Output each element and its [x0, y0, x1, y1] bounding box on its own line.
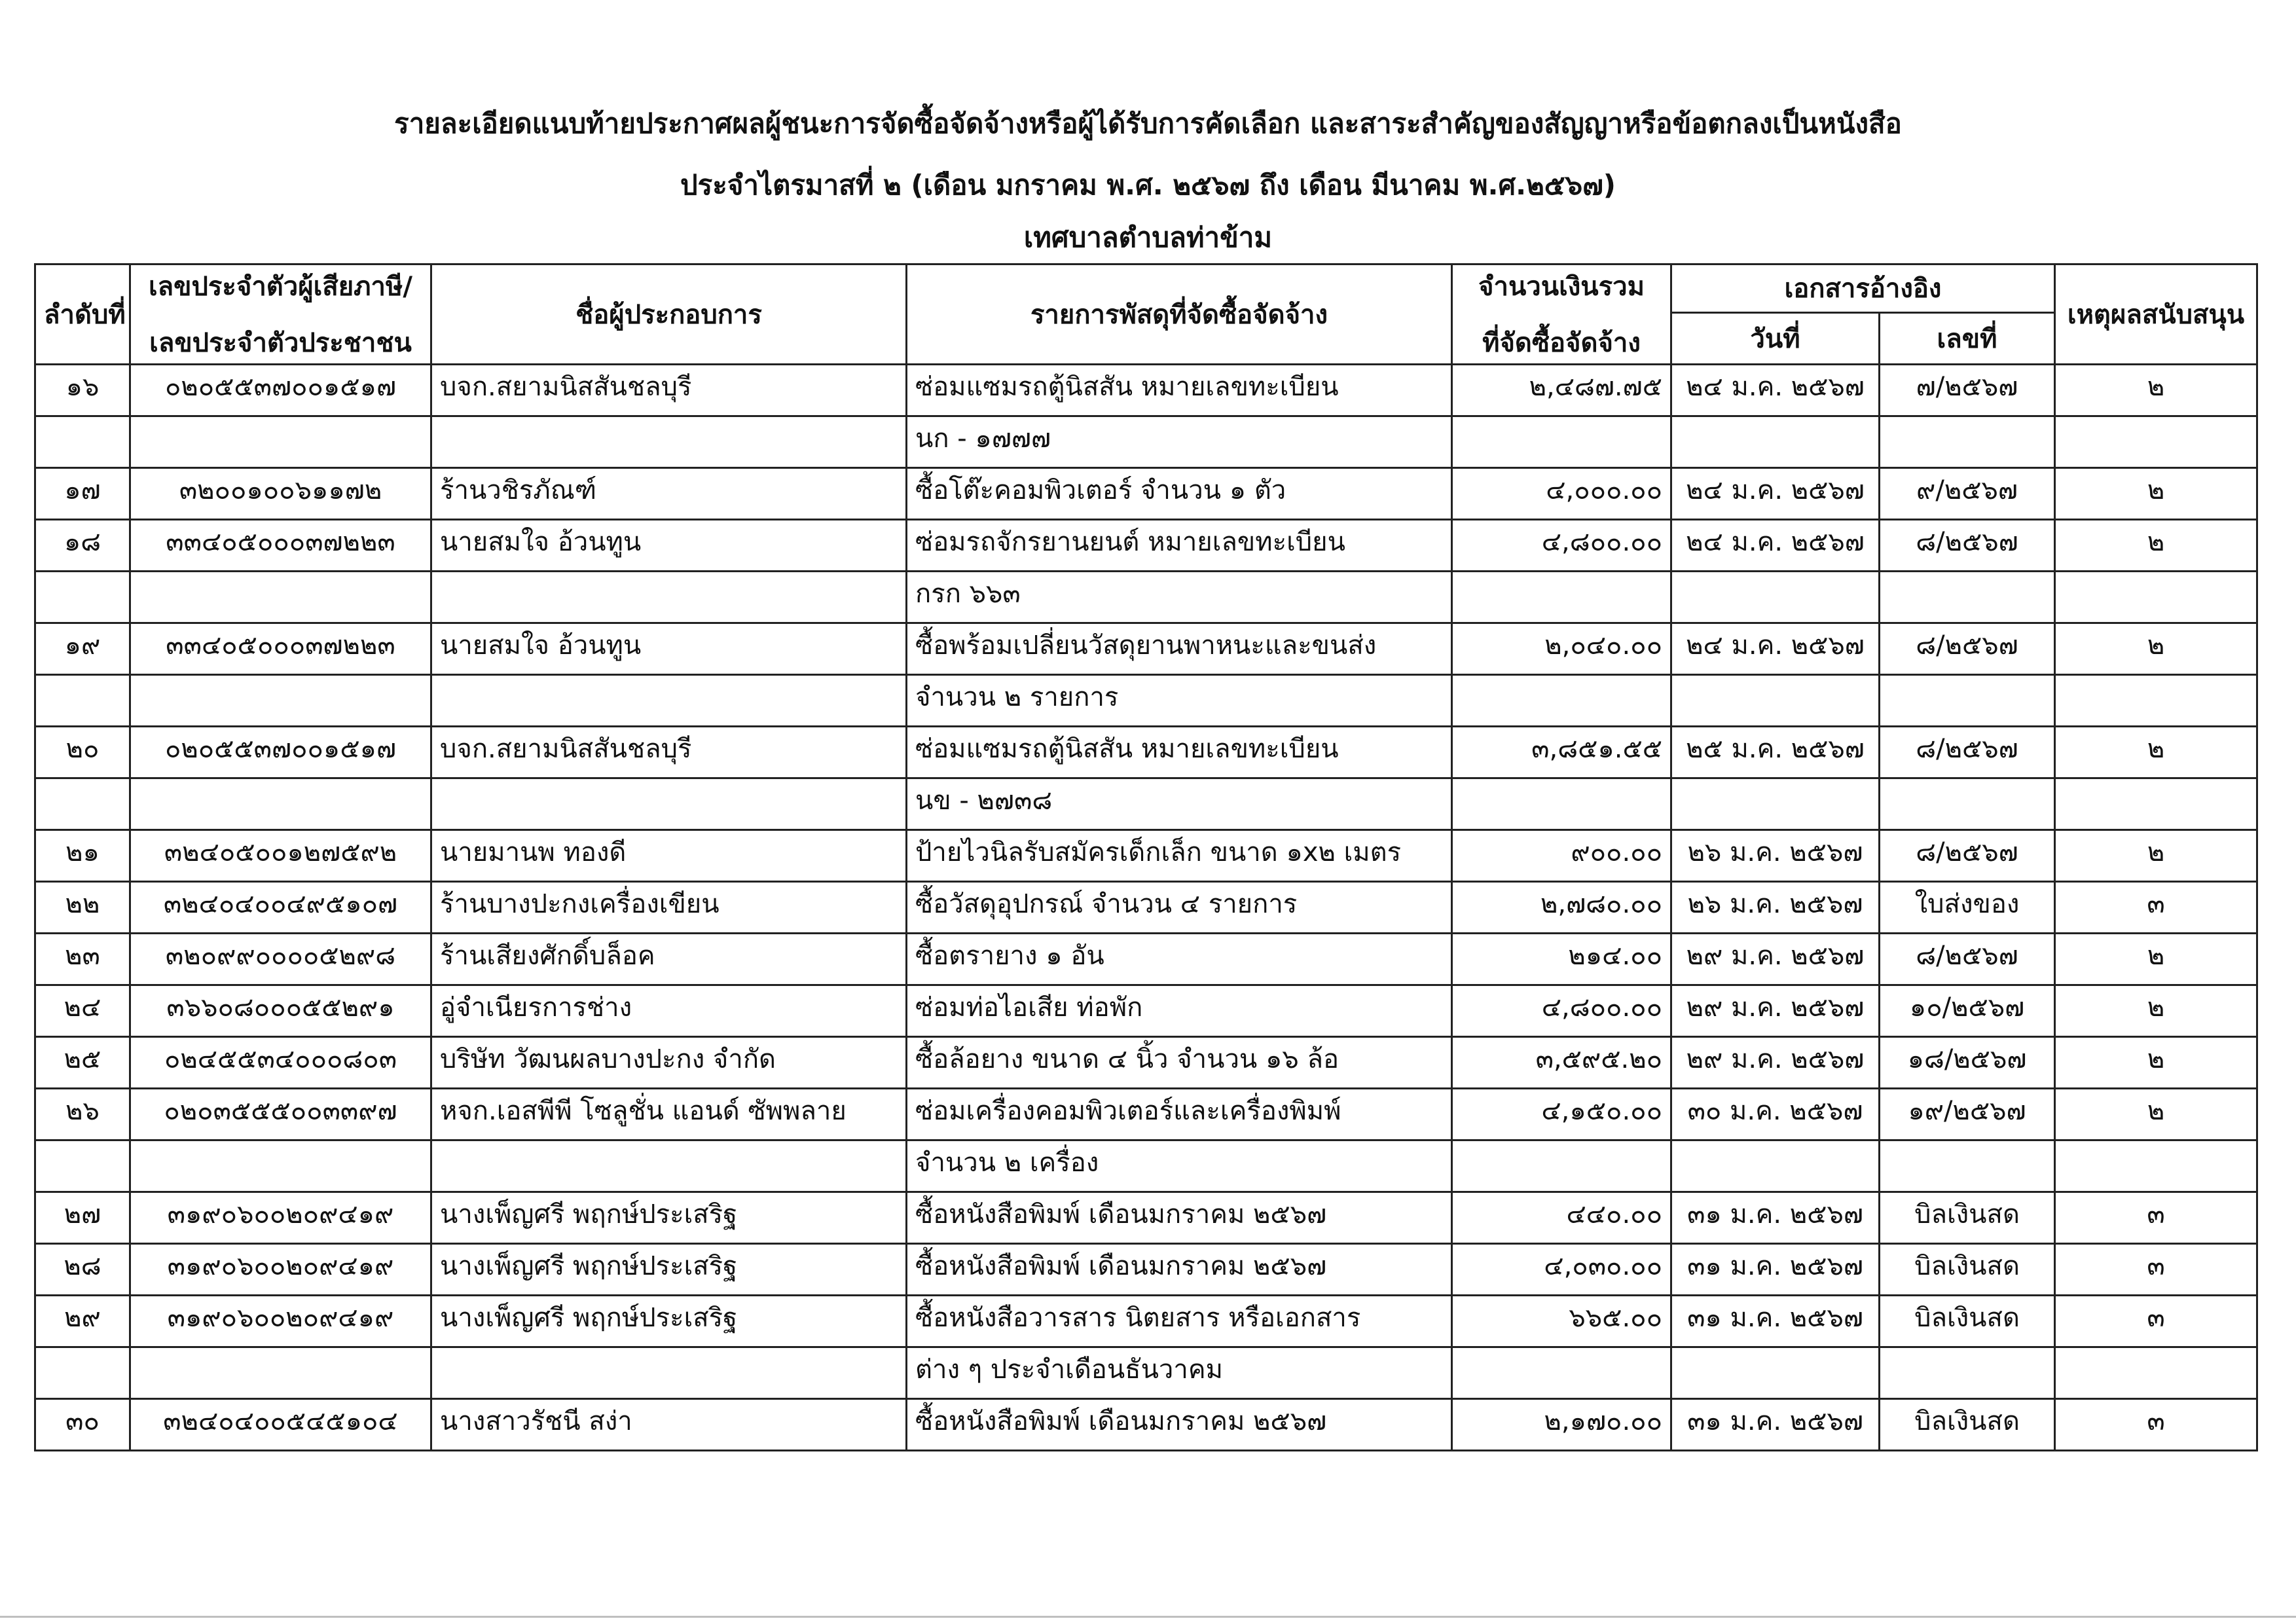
cell-reason [2055, 1140, 2257, 1192]
cell-tax-id: ๓๒๐๙๙๐๐๐๐๕๒๙๘ [130, 934, 431, 985]
cell-amount [1452, 1347, 1671, 1399]
table-row [35, 1089, 2257, 1140]
cell-tax-id: ๓๑๙๐๖๐๐๒๐๙๔๑๙ [130, 1192, 431, 1244]
table-row [35, 572, 2257, 623]
document-period: ประจำไตรมาสที่ ๒ (เดือน มกราคม พ.ศ. ๒๕๖๗ ถึง เดือน มีนาคม พ.ศ.๒๕๖๗) [680, 169, 1616, 201]
cell-ref-date: ๓๑ ม.ค. ๒๕๖๗ [1671, 1296, 1880, 1347]
cell-reason: ๒ [2055, 1037, 2257, 1089]
cell-vendor: นางเพ็ญศรี พฤกษ์ประเสริฐ [431, 1296, 907, 1347]
cell-ref-date: ๒๔ ม.ค. ๒๕๖๗ [1671, 468, 1880, 520]
cell-vendor [431, 1347, 907, 1399]
cell-vendor: นางสาวรัชนี สง่า [431, 1399, 907, 1451]
cell-no: ๒๕ [35, 1037, 130, 1089]
cell-no: ๑๗ [35, 468, 130, 520]
cell-vendor: นางเพ็ญศรี พฤกษ์ประเสริฐ [431, 1192, 907, 1244]
header-vendor: ชื่อผู้ประกอบการ [431, 264, 907, 365]
table-row [35, 1192, 2257, 1244]
table-row [35, 1347, 2257, 1399]
header-amount-line2: ที่จัดซื้อจัดจ้าง [1482, 328, 1641, 358]
cell-ref-date: ๓๑ ม.ค. ๒๕๖๗ [1671, 1244, 1880, 1296]
cell-reason: ๒ [2055, 985, 2257, 1037]
cell-ref-no: ๘/๒๕๖๗ [1880, 727, 2055, 778]
cell-ref-no: ๙/๒๕๖๗ [1880, 468, 2055, 520]
cell-vendor [431, 675, 907, 727]
cell-reason: ๓ [2055, 1244, 2257, 1296]
cell-vendor: อู่จำเนียรการช่าง [431, 985, 907, 1037]
cell-reason [2055, 675, 2257, 727]
cell-no: ๑๘ [35, 520, 130, 572]
cell-ref-date [1671, 675, 1880, 727]
header-tax-id [130, 264, 431, 365]
cell-vendor: ร้านวชิรภัณฑ์ [431, 468, 907, 520]
cell-tax-id: ๓๒๐๐๑๐๐๖๑๑๗๒ [130, 468, 431, 520]
cell-no: ๒๙ [35, 1296, 130, 1347]
cell-amount [1452, 675, 1671, 727]
cell-ref-no: ๘/๒๕๖๗ [1880, 934, 2055, 985]
header-ref-no: เลขที่ [1880, 312, 2055, 364]
cell-item: ซ่อมรถจักรยานยนต์ หมายเลขทะเบียน [907, 520, 1452, 572]
cell-item: ซื้อหนังสือพิมพ์ เดือนมกราคม ๒๕๖๗ [907, 1192, 1452, 1244]
table-row [35, 365, 2257, 416]
cell-ref-no: บิลเงินสด [1880, 1192, 2055, 1244]
header-reference: เอกสารอ้างอิง [1671, 264, 2055, 313]
cell-vendor: นายสมใจ อ้วนทูน [431, 520, 907, 572]
cell-no: ๒๒ [35, 882, 130, 934]
cell-reason: ๒ [2055, 520, 2257, 572]
cell-tax-id: ๓๓๔๐๕๐๐๐๓๗๒๒๓ [130, 520, 431, 572]
cell-reason [2055, 778, 2257, 830]
cell-vendor: บจก.สยามนิสสันชลบุรี [431, 365, 907, 416]
header-amount-line1: จำนวนเงินรวม [1478, 272, 1645, 302]
cell-no: ๒๔ [35, 985, 130, 1037]
cell-reason: ๒ [2055, 727, 2257, 778]
cell-amount: ๒,๑๗๐.๐๐ [1452, 1399, 1671, 1451]
cell-item: ซื้อพร้อมเปลี่ยนวัสดุยานพาหนะและขนส่ง [907, 623, 1452, 675]
table-row [35, 468, 2257, 520]
cell-amount [1452, 572, 1671, 623]
cell-tax-id: ๐๒๐๕๕๓๗๐๐๑๕๑๗ [130, 727, 431, 778]
cell-ref-no: ๑๙/๒๕๖๗ [1880, 1089, 2055, 1140]
cell-ref-date [1671, 1347, 1880, 1399]
cell-vendor: นายมานพ ทองดี [431, 830, 907, 882]
cell-no: ๑๙ [35, 623, 130, 675]
header-reason: เหตุผลสนับสนุน [2055, 264, 2257, 365]
cell-ref-no [1880, 572, 2055, 623]
cell-tax-id [130, 572, 431, 623]
cell-amount: ๒,๗๘๐.๐๐ [1452, 882, 1671, 934]
cell-vendor: ร้านบางปะกงเครื่องเขียน [431, 882, 907, 934]
cell-amount: ๔,๐๐๐.๐๐ [1452, 468, 1671, 520]
cell-ref-no [1880, 1347, 2055, 1399]
cell-reason: ๒ [2055, 365, 2257, 416]
cell-ref-no: บิลเงินสด [1880, 1296, 2055, 1347]
cell-vendor: นางเพ็ญศรี พฤกษ์ประเสริฐ [431, 1244, 907, 1296]
cell-ref-date: ๒๙ ม.ค. ๒๕๖๗ [1671, 985, 1880, 1037]
cell-no: ๑๖ [35, 365, 130, 416]
cell-no: ๒๑ [35, 830, 130, 882]
cell-item: ซื้อตรายาง ๑ อัน [907, 934, 1452, 985]
cell-item: จำนวน ๒ เครื่อง [907, 1140, 1452, 1192]
cell-item: ซื้อล้อยาง ขนาด ๔ นิ้ว จำนวน ๑๖ ล้อ [907, 1037, 1452, 1089]
table-row [35, 1037, 2257, 1089]
cell-ref-no: ใบส่งของ [1880, 882, 2055, 934]
cell-item: ซ่อมเครื่องคอมพิวเตอร์และเครื่องพิมพ์ [907, 1089, 1452, 1140]
cell-tax-id [130, 416, 431, 468]
cell-vendor [431, 416, 907, 468]
cell-item: นข - ๒๗๓๘ [907, 778, 1452, 830]
cell-tax-id: ๓๓๔๐๕๐๐๐๓๗๒๒๓ [130, 623, 431, 675]
cell-tax-id: ๓๑๙๐๖๐๐๒๐๙๔๑๙ [130, 1244, 431, 1296]
cell-amount [1452, 778, 1671, 830]
cell-ref-date: ๓๐ ม.ค. ๒๕๖๗ [1671, 1089, 1880, 1140]
cell-vendor [431, 1140, 907, 1192]
table-row [35, 882, 2257, 934]
header-ref-date: วันที่ [1671, 312, 1880, 364]
cell-ref-no [1880, 416, 2055, 468]
table-row [35, 727, 2257, 778]
cell-amount: ๔๔๐.๐๐ [1452, 1192, 1671, 1244]
cell-no: ๓๐ [35, 1399, 130, 1451]
cell-ref-no: ๗/๒๕๖๗ [1880, 365, 2055, 416]
cell-ref-no: ๘/๒๕๖๗ [1880, 623, 2055, 675]
table-header [35, 264, 2257, 365]
cell-ref-no: ๘/๒๕๖๗ [1880, 520, 2055, 572]
table-row [35, 675, 2257, 727]
table-row [35, 520, 2257, 572]
cell-ref-date: ๒๔ ม.ค. ๒๕๖๗ [1671, 623, 1880, 675]
cell-ref-date: ๒๙ ม.ค. ๒๕๖๗ [1671, 1037, 1880, 1089]
header-tax-id-line2: เลขประจำตัวประชาชน [149, 328, 412, 358]
cell-item: กรก ๖๖๓ [907, 572, 1452, 623]
cell-item: จำนวน ๒ รายการ [907, 675, 1452, 727]
cell-vendor [431, 572, 907, 623]
header-tax-id-line1: เลขประจำตัวผู้เสียภาษี/ [149, 272, 412, 302]
cell-reason: ๓ [2055, 882, 2257, 934]
cell-ref-no: ๘/๒๕๖๗ [1880, 830, 2055, 882]
header-no: ลำดับที่ [35, 264, 130, 365]
cell-no [35, 416, 130, 468]
cell-no [35, 572, 130, 623]
table-row [35, 416, 2257, 468]
cell-amount: ๖๖๕.๐๐ [1452, 1296, 1671, 1347]
cell-reason: ๓ [2055, 1399, 2257, 1451]
cell-ref-date: ๓๑ ม.ค. ๒๕๖๗ [1671, 1399, 1880, 1451]
cell-tax-id: ๐๒๐๕๕๓๗๐๐๑๕๑๗ [130, 365, 431, 416]
cell-item: ซื้อหนังสือพิมพ์ เดือนมกราคม ๒๕๖๗ [907, 1399, 1452, 1451]
cell-vendor: นายสมใจ อ้วนทูน [431, 623, 907, 675]
cell-amount [1452, 416, 1671, 468]
cell-reason: ๒ [2055, 623, 2257, 675]
cell-tax-id: ๓๒๔๐๕๐๐๑๒๗๕๙๒ [130, 830, 431, 882]
procurement-table [34, 263, 2258, 1451]
cell-reason: ๓ [2055, 1192, 2257, 1244]
cell-reason: ๒ [2055, 830, 2257, 882]
cell-ref-no [1880, 675, 2055, 727]
cell-reason: ๓ [2055, 1296, 2257, 1347]
cell-no: ๒๘ [35, 1244, 130, 1296]
table-row [35, 934, 2257, 985]
cell-no: ๒๗ [35, 1192, 130, 1244]
cell-tax-id [130, 1140, 431, 1192]
cell-vendor: บจก.สยามนิสสันชลบุรี [431, 727, 907, 778]
cell-item: ซ่อมท่อไอเสีย ท่อพัก [907, 985, 1452, 1037]
table-row [35, 778, 2257, 830]
cell-amount: ๔,๘๐๐.๐๐ [1452, 985, 1671, 1037]
cell-amount: ๒๑๔.๐๐ [1452, 934, 1671, 985]
cell-ref-no: ๑๐/๒๕๖๗ [1880, 985, 2055, 1037]
cell-ref-no: บิลเงินสด [1880, 1399, 2055, 1451]
cell-item: ซ่อมแซมรถตู้นิสสัน หมายเลขทะเบียน [907, 365, 1452, 416]
table-row [35, 623, 2257, 675]
cell-reason [2055, 572, 2257, 623]
cell-no [35, 1347, 130, 1399]
cell-ref-date [1671, 572, 1880, 623]
cell-no: ๒๖ [35, 1089, 130, 1140]
cell-amount [1452, 1140, 1671, 1192]
cell-tax-id: ๓๒๔๐๔๐๐๔๙๕๑๐๗ [130, 882, 431, 934]
cell-tax-id: ๐๒๔๕๕๓๔๐๐๐๘๐๓ [130, 1037, 431, 1089]
cell-no: ๒๓ [35, 934, 130, 985]
cell-reason: ๒ [2055, 1089, 2257, 1140]
table-body [35, 365, 2257, 1451]
table-row [35, 985, 2257, 1037]
header-amount [1452, 264, 1671, 365]
cell-no [35, 1140, 130, 1192]
cell-ref-date [1671, 416, 1880, 468]
cell-item: นก - ๑๗๗๗ [907, 416, 1452, 468]
cell-ref-no [1880, 778, 2055, 830]
cell-item: ซื้อโต๊ะคอมพิวเตอร์ จำนวน ๑ ตัว [907, 468, 1452, 520]
cell-ref-no: ๑๘/๒๕๖๗ [1880, 1037, 2055, 1089]
cell-amount: ๔,๐๓๐.๐๐ [1452, 1244, 1671, 1296]
scan-edge-line [0, 1616, 2296, 1618]
cell-tax-id: ๓๖๖๐๘๐๐๐๕๕๒๙๑ [130, 985, 431, 1037]
cell-ref-date: ๒๔ ม.ค. ๒๕๖๗ [1671, 520, 1880, 572]
document-title: รายละเอียดแนบท้ายประกาศผลผู้ชนะการจัดซื้อจัดจ้างหรือผู้ได้รับการคัดเลือก และสาระสำคัญของสัญญาหรือข้อตกลงเป็นหนังสือ [394, 107, 1902, 139]
cell-tax-id: ๓๒๔๐๔๐๐๕๔๕๑๐๔ [130, 1399, 431, 1451]
cell-item: ซื้อหนังสือพิมพ์ เดือนมกราคม ๒๕๖๗ [907, 1244, 1452, 1296]
cell-amount: ๔,๑๕๐.๐๐ [1452, 1089, 1671, 1140]
cell-no [35, 778, 130, 830]
cell-reason: ๒ [2055, 934, 2257, 985]
cell-vendor [431, 778, 907, 830]
cell-vendor: หจก.เอสพีพี โซลูชั่น แอนด์ ซัพพลาย [431, 1089, 907, 1140]
table-row [35, 1399, 2257, 1451]
table-row [35, 1244, 2257, 1296]
cell-reason [2055, 416, 2257, 468]
table-row [35, 1140, 2257, 1192]
cell-ref-date [1671, 778, 1880, 830]
cell-ref-no: บิลเงินสด [1880, 1244, 2055, 1296]
cell-item: ต่าง ๆ ประจำเดือนธันวาคม [907, 1347, 1452, 1399]
cell-tax-id: ๓๑๙๐๖๐๐๒๐๙๔๑๙ [130, 1296, 431, 1347]
cell-vendor: บริษัท วัฒนผลบางปะกง จำกัด [431, 1037, 907, 1089]
cell-item: ซ่อมแซมรถตู้นิสสัน หมายเลขทะเบียน [907, 727, 1452, 778]
cell-ref-date: ๒๙ ม.ค. ๒๕๖๗ [1671, 934, 1880, 985]
header-item: รายการพัสดุที่จัดซื้อจัดจ้าง [907, 264, 1452, 365]
cell-ref-date: ๒๕ ม.ค. ๒๕๖๗ [1671, 727, 1880, 778]
cell-tax-id [130, 675, 431, 727]
table-row [35, 830, 2257, 882]
cell-ref-date: ๓๑ ม.ค. ๒๕๖๗ [1671, 1192, 1880, 1244]
cell-ref-date: ๒๔ ม.ค. ๒๕๖๗ [1671, 365, 1880, 416]
cell-item: ซื้อหนังสือวารสาร นิตยสาร หรือเอกสาร [907, 1296, 1452, 1347]
cell-amount: ๓,๕๙๕.๒๐ [1452, 1037, 1671, 1089]
table-row [35, 1296, 2257, 1347]
cell-amount: ๒,๔๘๗.๗๕ [1452, 365, 1671, 416]
cell-no [35, 675, 130, 727]
organization-name: เทศบาลตำบลท่าข้าม [1023, 221, 1273, 253]
cell-item: ป้ายไวนิลรับสมัครเด็กเล็ก ขนาด ๑x๒ เมตร [907, 830, 1452, 882]
cell-ref-date: ๒๖ ม.ค. ๒๕๖๗ [1671, 882, 1880, 934]
cell-item: ซื้อวัสดุอุปกรณ์ จำนวน ๔ รายการ [907, 882, 1452, 934]
cell-ref-date: ๒๖ ม.ค. ๒๕๖๗ [1671, 830, 1880, 882]
cell-tax-id [130, 1347, 431, 1399]
cell-tax-id [130, 778, 431, 830]
cell-amount: ๔,๘๐๐.๐๐ [1452, 520, 1671, 572]
cell-reason [2055, 1347, 2257, 1399]
cell-amount: ๙๐๐.๐๐ [1452, 830, 1671, 882]
cell-ref-no [1880, 1140, 2055, 1192]
cell-reason: ๒ [2055, 468, 2257, 520]
cell-amount: ๓,๘๕๑.๕๕ [1452, 727, 1671, 778]
cell-amount: ๒,๐๔๐.๐๐ [1452, 623, 1671, 675]
cell-vendor: ร้านเสียงศักดิ์บล็อค [431, 934, 907, 985]
cell-no: ๒๐ [35, 727, 130, 778]
cell-ref-date [1671, 1140, 1880, 1192]
cell-tax-id: ๐๒๐๓๕๕๕๐๐๓๓๙๗ [130, 1089, 431, 1140]
